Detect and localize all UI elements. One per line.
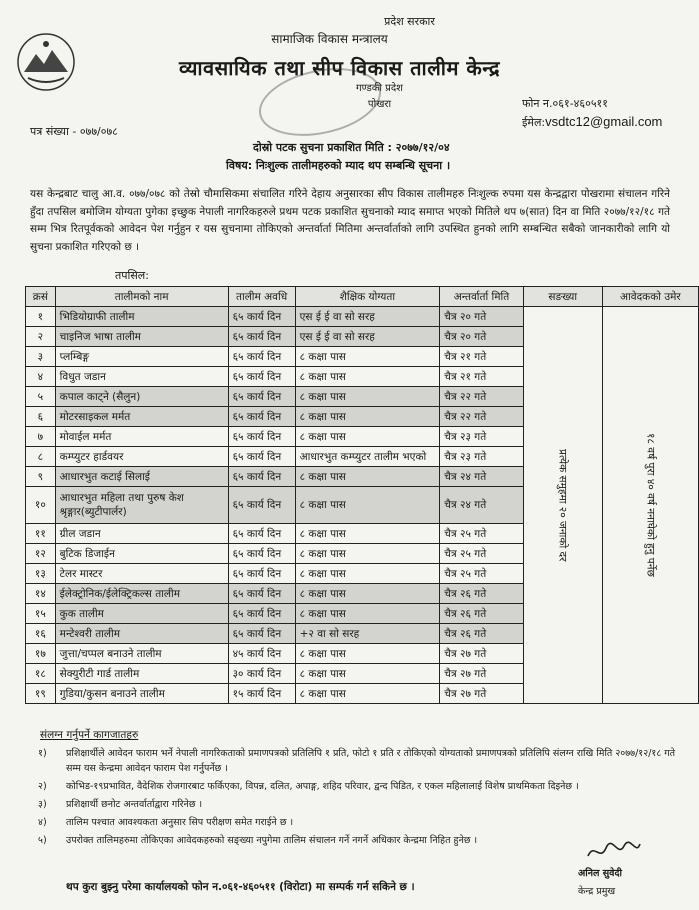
col-header-sn: क्रसं [26, 287, 56, 307]
cell-date: चैत्र २२ गते [440, 407, 523, 427]
cell-sn: ७ [26, 427, 56, 447]
cell-name: चाइनिज भाषा तालीम [55, 327, 228, 347]
cell-qualification: ८ कक्षा पास [295, 584, 440, 604]
header-province: प्रदेश सरकार [384, 15, 435, 28]
signatory-name: अनिल सुवेदी [578, 868, 622, 879]
cell-duration: ६५ कार्य दिन [228, 604, 295, 624]
cell-date: चैत्र २४ गते [440, 487, 523, 524]
cell-date: चैत्र २६ गते [440, 584, 523, 604]
cell-sn: ५ [26, 387, 56, 407]
cell-name: टेलर मास्टर [55, 564, 228, 584]
item-text: तालिम पश्चात आवश्यकता अनुसार सिप परीक्षण समेत गराईने छ । [66, 817, 294, 828]
cell-name: आधारभुत कटाई सिलाई [55, 467, 228, 487]
notice-paragraph: यस केन्द्रबाट चालु आ.व. ०७७/०७८ को तेस्रो चौमासिकमा संचालित गरिने देहाय अनुसारका सीप विकास तालीमहरु निःशुल्क रुपमा यस केन्द्रद्वारा पोखरामा संचालन गरिने हुँदा तपसिल बमोजिम योग्यता पुगेका इच्छुक नेपाली नागरिकहरुले प्रथम पटक प्रकाशित सुचनाको म्याद समाप्त भएको मितिले थप ७(सात) दिन वा मिति २०७७/१२/१८ गते सम्म भित्र रितपूर्वकको आवेदन पेश गर्नुहुन र यस सुचनामा तोकिएको अन्तर्वार्ता मितिमा अन्तर्वार्ताको लागि उपस्थित हुनको लागि सम्बन्धित सबैको जानकारीको लागि यो सुचना प्रकाशित गरिएको छ । [30, 188, 670, 253]
cell-qualification: ८ कक्षा पास [295, 564, 440, 584]
cell-sn: १९ [26, 684, 56, 704]
cell-qualification: ८ कक्षा पास [295, 604, 440, 624]
cell-name: कम्प्युटर हार्डवयर [55, 447, 228, 467]
cell-name: आधारभुत महिला तथा पुरुष केश श्रृङ्गार(ब्युटीपार्लर) [55, 487, 228, 524]
cell-date: चैत्र २४ गते [440, 467, 523, 487]
cell-date: चैत्र २३ गते [440, 447, 523, 467]
list-item [38, 746, 678, 776]
cell-date: चैत्र २५ गते [440, 544, 523, 564]
cell-qualification: ८ कक्षा पास [295, 684, 440, 704]
age-note: १८ वर्ष पुरा ४० वर्ष ननाघेको हुनु पर्नेछ [644, 433, 657, 577]
cell-duration: ३० कार्य दिन [228, 664, 295, 684]
cell-qualification: एस ई ई वा सो सरह [295, 307, 440, 327]
table-row [26, 307, 699, 327]
cell-qualification: ८ कक्षा पास [295, 367, 440, 387]
email-address[interactable]: vsdtc12@gmail.com [545, 114, 663, 129]
item-number: २) [38, 781, 47, 792]
item-number: १) [38, 748, 47, 759]
cell-date: चैत्र २५ गते [440, 564, 523, 584]
cell-sn: १५ [26, 604, 56, 624]
item-text: प्रशिक्षार्थी छनोट अन्तर्वार्ताद्वारा गरिनेछ । [66, 799, 203, 810]
item-number: ३) [38, 799, 47, 810]
cell-sn: १६ [26, 624, 56, 644]
cell-sn: ४ [26, 367, 56, 387]
cell-sn: ६ [26, 407, 56, 427]
cell-name: मन्टेश्वरी तालीम [55, 624, 228, 644]
col-header-name: तालीमको नाम [55, 287, 228, 307]
cell-qualification: ८ कक्षा पास [295, 347, 440, 367]
cell-sn: १८ [26, 664, 56, 684]
cell-name: भिडियोग्राफी तालीम [55, 307, 228, 327]
cell-duration: ६५ कार्य दिन [228, 467, 295, 487]
cell-duration: १५ कार्य दिन [228, 684, 295, 704]
cell-date: चैत्र २३ गते [440, 427, 523, 447]
cell-date: चैत्र २७ गते [440, 684, 523, 704]
cell-name: मोवाईल मर्मत [55, 427, 228, 447]
cell-name: गुडिया/कुसन बनाउने तालीम [55, 684, 228, 704]
cell-qualification: +२ वा सो सरह [295, 624, 440, 644]
header-email [522, 114, 662, 130]
cell-name: कुक तालीम [55, 604, 228, 624]
group-size-note: प्रत्येक समुहमा २० जनाको दर [556, 448, 569, 562]
cell-name: प्लम्बिङ्ग [55, 347, 228, 367]
age-cell [602, 307, 698, 704]
item-text: प्रशिक्षार्थीले आवेदन फाराम भर्ने नेपाली नागरिकताको प्रमाणपत्रको प्रतिलिपि १ प्रति, फोटो १ प्रति र तोकिएको योग्यताको प्रमाणपत्रको प्रतिलिपि संलग्न राखि मिति २०७७/१२/१८ गते सम्म यस केन्द्रमा आवेदन फाराम पेश गर्नुपर्नेछ । [66, 748, 676, 774]
cell-duration: ६५ कार्य दिन [228, 407, 295, 427]
col-header-duration: तालीम अवधि [228, 287, 295, 307]
cell-name: विधुत जडान [55, 367, 228, 387]
cell-duration: ६५ कार्य दिन [228, 487, 295, 524]
item-number: ५) [38, 835, 47, 846]
cell-sn: १२ [26, 544, 56, 564]
cell-duration: ६५ कार्य दिन [228, 427, 295, 447]
col-header-size: सङख्या [523, 287, 602, 307]
cell-qualification: ८ कक्षा पास [295, 524, 440, 544]
cell-name: मोटरसाइकल मर्मत [55, 407, 228, 427]
attachments-list [38, 746, 678, 851]
cell-sn: १३ [26, 564, 56, 584]
cell-name: ईलेक्ट्रोनिक/ईलेक्ट्रिकल्स तालीम [55, 584, 228, 604]
cell-duration: ६५ कार्य दिन [228, 307, 295, 327]
closing-contact-line: थप कुरा बुझ्नु परेमा कार्यालयको फोन न.०६१-४६०५११ (विरोटा) मा सम्पर्क गर्न सकिने छ । [66, 881, 415, 893]
cell-duration: ४५ कार्य दिन [228, 644, 295, 664]
col-header-interview-date: अन्तर्वार्ता मिति [440, 287, 523, 307]
cell-name: कपाल काट्ने (सैलुन) [55, 387, 228, 407]
cell-qualification: ८ कक्षा पास [295, 387, 440, 407]
cell-qualification: ८ कक्षा पास [295, 407, 440, 427]
cell-date: चैत्र २६ गते [440, 624, 523, 644]
item-text: कोभिड-१९प्रभावित, वैदेशिक रोजगारबाट फर्किएका, विपन्न, दलित, अपाङ्ग, शहिद परिवार, द्वन्द पिडित, र एकल महिलालाई विशेष प्राथमिकता दिइनेछ । [66, 781, 579, 792]
cell-date: चैत्र २६ गते [440, 604, 523, 624]
cell-sn: १ [26, 307, 56, 327]
cell-name: ग्रील जडान [55, 524, 228, 544]
training-table [25, 286, 699, 704]
cell-qualification: ८ कक्षा पास [295, 427, 440, 447]
cell-qualification: ८ कक्षा पास [295, 644, 440, 664]
cell-duration: ६५ कार्य दिन [228, 584, 295, 604]
details-label: तपसिल: [115, 269, 149, 282]
header-phone: फोन न.०६१-४६०५११ [522, 97, 608, 110]
item-number: ४) [38, 817, 47, 828]
signatory-designation: केन्द्र प्रमुख [578, 886, 616, 897]
cell-name: जुत्ता/चप्पल बनाउने तालीम [55, 644, 228, 664]
cell-duration: ६५ कार्य दिन [228, 524, 295, 544]
cell-date: चैत्र २१ गते [440, 347, 523, 367]
list-item [38, 833, 678, 848]
col-header-qualification: शैक्षिक योग्यता [295, 287, 440, 307]
cell-date: चैत्र २५ गते [440, 524, 523, 544]
cell-duration: ६५ कार्य दिन [228, 387, 295, 407]
cell-date: चैत्र २७ गते [440, 644, 523, 664]
cell-qualification: ८ कक्षा पास [295, 664, 440, 684]
signature-icon [584, 838, 644, 864]
cell-sn: १० [26, 487, 56, 524]
cell-sn: २ [26, 327, 56, 347]
cell-date: चैत्र २० गते [440, 327, 523, 347]
cell-date: चैत्र २१ गते [440, 367, 523, 387]
cell-qualification: एस ई ई वा सो सरह [295, 327, 440, 347]
cell-duration: ६५ कार्य दिन [228, 624, 295, 644]
cell-date: चैत्र २० गते [440, 307, 523, 327]
cell-qualification: ८ कक्षा पास [295, 467, 440, 487]
cell-qualification: आधारभुत कम्प्युटर तालीम भएको [295, 447, 440, 467]
table-header-row [26, 287, 699, 307]
letter-ref-number: पत्र संख्या - ०७७/०७८ [30, 125, 118, 138]
cell-duration: ६५ कार्य दिन [228, 347, 295, 367]
item-text: उपरोक्त तालिमहरुमा तोकिएका आवेदकहरुको सङ्ख्या नपुगेमा तालिम संचालन गर्ने नगर्ने अधिकार केन्द्रमा निहित हुनेछ । [66, 835, 478, 846]
cell-name: सेक्युरीटी गार्ड तालीम [55, 664, 228, 684]
cell-sn: ११ [26, 524, 56, 544]
attachments-heading: संलग्न गर्नुपर्ने कागजातहरु [40, 729, 139, 741]
cell-qualification: ८ कक्षा पास [295, 487, 440, 524]
cell-date: चैत्र २२ गते [440, 387, 523, 407]
list-item [38, 797, 678, 812]
cell-duration: ६५ कार्य दिन [228, 367, 295, 387]
email-label: ईमेल: [522, 116, 546, 129]
list-item [38, 779, 678, 794]
cell-sn: ८ [26, 447, 56, 467]
list-item [38, 815, 678, 830]
cell-duration: ६५ कार्य दिन [228, 544, 295, 564]
col-header-age: आवेदकको उमेर [602, 287, 698, 307]
cell-qualification: ८ कक्षा पास [295, 544, 440, 564]
cell-name: बुटिक डिजाईन [55, 544, 228, 564]
header-province-name: गण्डकी प्रदेश [356, 83, 403, 94]
cell-date: चैत्र २७ गते [440, 664, 523, 684]
cell-duration: ६५ कार्य दिन [228, 564, 295, 584]
cell-sn: १४ [26, 584, 56, 604]
cell-duration: ६५ कार्य दिन [228, 327, 295, 347]
header-ministry: सामाजिक विकास मन्त्रालय [271, 32, 388, 46]
header-office-name: व्यावसायिक तथा सीप विकास तालीम केन्द्र [178, 56, 501, 80]
publication-date: दोस्रो पटक सुचना प्रकाशित मिति : २०७७/१२/०४ [253, 141, 450, 154]
cell-sn: ९ [26, 467, 56, 487]
cell-sn: ३ [26, 347, 56, 367]
letter-subject: विषय: निःशुल्क तालीमहरुको म्याद थप सम्बन्धि सूचना । [226, 159, 451, 172]
header-city: पोखरा [367, 99, 392, 110]
cell-duration: ६५ कार्य दिन [228, 447, 295, 467]
group-size-cell [523, 307, 602, 704]
cell-sn: १७ [26, 644, 56, 664]
